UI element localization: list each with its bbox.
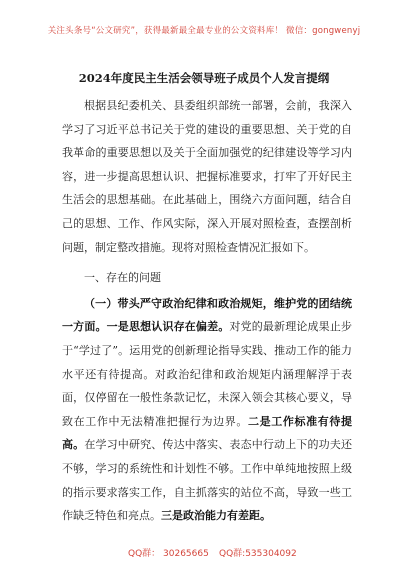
issue-paragraph xyxy=(62,292,352,528)
document-body xyxy=(62,94,352,528)
qq-group-1: QQ群： 30265665 xyxy=(128,549,209,559)
intro-paragraph: 根据县纪委机关、县委组织部统一部署，会前，我深入学习了习近平总书记关于党的建设的重要思想、关于党的自我革命的重要思想以及关于全面加强党的纪律建设等学习内容，进一步提高思想认识、把握标准要求，打牢了开好民主生活会的思想基础。在此基础上，围绕六方面问题，结合自己的思想、工作、作风实际，深入开展对照检查，查摆剖析问题，制定整改措施。现将对照检查情况汇报如下。 xyxy=(62,99,352,254)
point-1-text: 对党的最新理论成果止步于“学过了”。运用党的创新理论指导实践、推动工作的能力水平还有待提高。对政治纪律和政治规矩内涵理解浮于表面，仅停留在一般性条款记忆，未深入领会其核心要义，导致在工作中无法精准把握行为边界。 xyxy=(62,320,353,428)
footer xyxy=(0,546,408,560)
point-1-label: 一是思想认识存在偏差。 xyxy=(106,320,230,334)
qq-group-2: QQ群:535304092 xyxy=(219,549,297,559)
document-title: 2024年度民主生活会领导班子成员个人发言提纲 xyxy=(78,71,330,85)
header-note: 关注头条号“公文研究”，获得最新最全最专业的公文资料库！ 微信：gongwenyj xyxy=(47,26,361,36)
point-2-label: 二是工作标准有待提高。 xyxy=(62,414,352,452)
point-3-label: 三是政治能力有差距。 xyxy=(161,509,271,523)
section-heading: 一、存在的问题 xyxy=(84,271,161,285)
point-2-text: 在学习中研究、传达中落实、表态中行动上下的功夫还不够，学习的系统性和计划性不够。工作中单纯地按照上级的指示要求落实工作，自主抓落实的站位不高，导致一些工作缺乏特色和亮点。 xyxy=(62,438,353,523)
subsection-heading: （一）带头严守政治纪律和政治规矩，维护党的团结统一方面。 xyxy=(62,296,352,334)
